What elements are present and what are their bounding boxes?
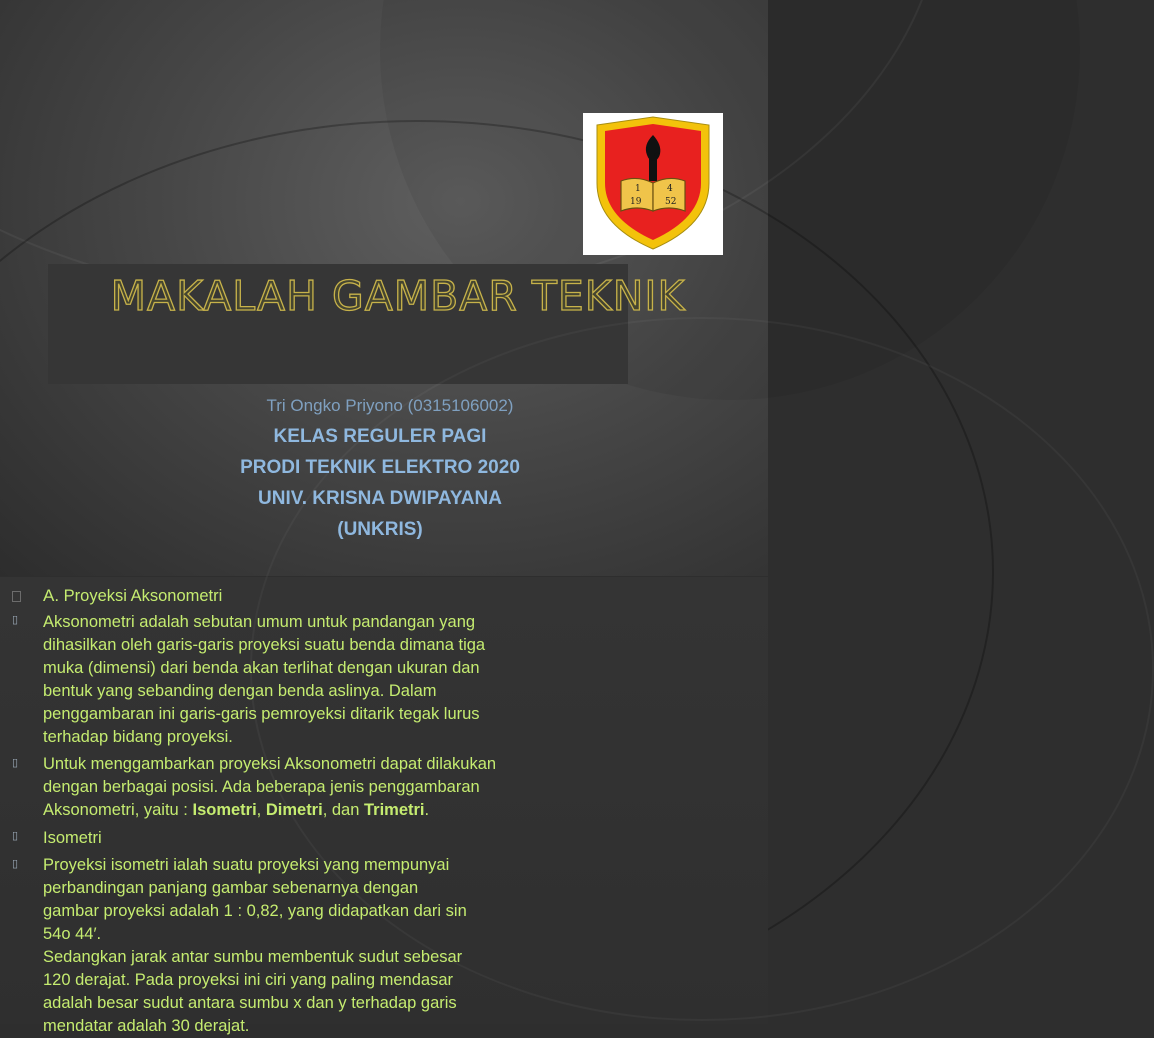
paragraph-aksonometri: Aksonometri adalah sebutan umum untuk pandangan yang dihasilkan oleh garis-garis proyeksi suatu benda dimana tiga muka (dimensi) dari benda akan terlihat dengan ukuran dan bentuk yang sebanding dengan benda aslinya. Dalam penggambaran ini garis-garis pemroyeksi ditarik tegak lurus terhadap bidang proyeksi. bbox=[43, 613, 486, 746]
book-number: 52 bbox=[665, 197, 677, 207]
period: . bbox=[424, 801, 430, 819]
book-number: 4 bbox=[667, 184, 673, 194]
class-line: KELAS REGULER PAGI bbox=[273, 426, 487, 447]
subheading-isometri: Isometri bbox=[43, 829, 102, 847]
section-heading bbox=[43, 584, 583, 608]
content-slide bbox=[0, 577, 768, 1035]
university-logo bbox=[583, 113, 723, 255]
section-letter: A. bbox=[43, 586, 60, 605]
term-trimetri: Trimetri bbox=[364, 801, 425, 819]
program-line: PRODI TEKNIK ELEKTRO 2020 bbox=[240, 457, 520, 478]
paragraph-jenis bbox=[43, 753, 583, 822]
paragraph-isometri: Proyeksi isometri ialah suatu proyeksi yang mempunyai perbandingan panjang gambar sebenarnya dengan gambar proyeksi adalah 1 : 0,82, yang didapatkan dari sin 54o 44′. Sedangkan jarak antar sumbu membentuk sudut sebesar 120 derajat. Pada proyeksi ini ciri yang paling mendasar adalah besar sudut antara sumbu x dan y terhadap garis mendatar adalah 30 derajat. bbox=[43, 856, 467, 1035]
bullet-icon: ▯ bbox=[12, 757, 19, 769]
book-number: 1 bbox=[635, 184, 641, 194]
author-name: Tri Ongko Priyono (0315106002) bbox=[266, 396, 514, 415]
separator: , dan bbox=[322, 801, 364, 819]
term-dimetri: Dimetri bbox=[265, 801, 323, 819]
section-heading-text: Proyeksi Aksonometri bbox=[63, 587, 223, 605]
term-isometri: Isometri bbox=[192, 801, 257, 819]
page-title: MAKALAH GAMBAR TEKNIK bbox=[110, 272, 686, 320]
bullet-icon: ▯ bbox=[12, 858, 19, 870]
crest-icon bbox=[583, 113, 723, 255]
separator: , bbox=[256, 801, 266, 819]
title-slide bbox=[0, 0, 768, 576]
bullet-icon: ▯ bbox=[12, 830, 19, 842]
university-line: UNIV. KRISNA DWIPAYANA bbox=[258, 488, 502, 509]
paragraph-jenis-text: Untuk menggambarkan proyeksi Aksonometri dapat dilakukan dengan berbagai posisi. Ada beberapa jenis penggambaran Aksonometri, yaitu : bbox=[43, 755, 497, 819]
empty-bullet-icon bbox=[12, 591, 21, 602]
book-number: 19 bbox=[630, 197, 642, 207]
university-abbr-line: (UNKRIS) bbox=[337, 519, 423, 540]
background-arc bbox=[0, 0, 944, 304]
bullet-icon: ▯ bbox=[12, 614, 19, 626]
